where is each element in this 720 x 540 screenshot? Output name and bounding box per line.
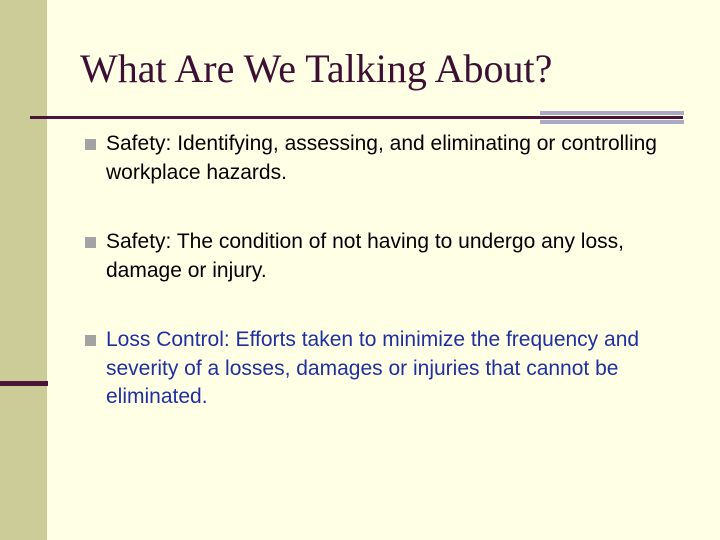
- left-decorative-band: [0, 0, 47, 540]
- square-bullet-icon: [85, 237, 96, 248]
- left-band-accent-bar: [0, 381, 48, 386]
- title-rule-highlight-bottom: [540, 120, 684, 124]
- bullet-item-safety-definition-2: [84, 228, 684, 285]
- title-rule-highlight-top: [540, 111, 684, 115]
- bullet-text: Safety: The condition of not having to undergo any loss, damage or injury.: [106, 230, 624, 282]
- bullet-text: Loss Control: Efforts taken to minimize the frequency and severity of a losses, damages or injuries that cannot be eliminated.: [106, 328, 640, 408]
- square-bullet-icon: [85, 139, 96, 150]
- title-divider-rule: [30, 116, 683, 119]
- slide-title: What Are We Talking About?: [80, 46, 553, 91]
- bullet-item-safety-definition-1: [84, 130, 684, 187]
- bullet-list: [84, 130, 684, 412]
- bullet-item-loss-control-definition: [84, 326, 684, 412]
- bullet-text: Safety: Identifying, assessing, and eliminating or controlling workplace hazards.: [106, 132, 657, 184]
- square-bullet-icon: [85, 335, 96, 346]
